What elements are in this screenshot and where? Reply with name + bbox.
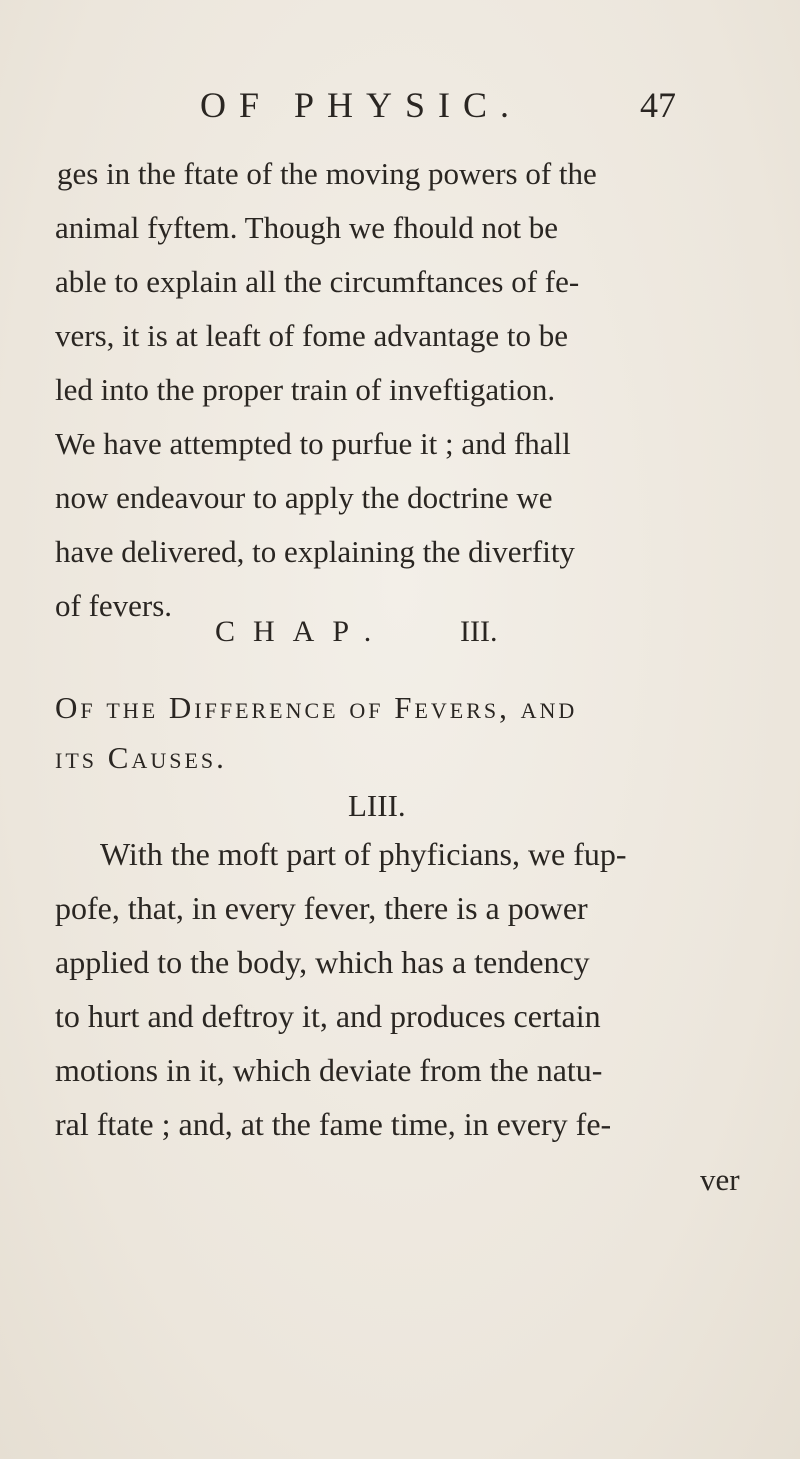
running-title: OF PHYSIC.	[200, 85, 523, 125]
section-number: LIII.	[348, 788, 406, 823]
text-line: led into the proper train of inveftigation.	[55, 372, 556, 407]
text-line: of fevers.	[55, 588, 173, 623]
chapter-number: III.	[460, 615, 498, 648]
text-line: able to explain all the circumftances of fe-	[55, 264, 580, 299]
text-line: ges in the ftate of the moving powers of the	[57, 156, 597, 191]
body-line: to hurt and deftroy it, and produces certain	[55, 998, 601, 1034]
body-line: pofe, that, in every fever, there is a power	[55, 890, 588, 926]
chapter-heading-line-2: its Causes.	[55, 740, 227, 775]
chapter-label: CHAP.	[215, 615, 390, 648]
body-line: motions in it, which deviate from the natu-	[55, 1052, 603, 1088]
chapter-heading-line-1: Of the Difference of Fevers, and	[55, 690, 578, 725]
text-line: We have attempted to purfue it ; and fhall	[55, 426, 571, 461]
text-line: now endeavour to apply the doctrine we	[55, 480, 553, 515]
text-line: have delivered, to explaining the diverfity	[55, 534, 575, 569]
body-line: applied to the body, which has a tendency	[55, 944, 590, 980]
running-head	[200, 84, 720, 124]
text-line: vers, it is at leaft of fome advantage to be	[55, 318, 569, 353]
body-line: With the moft part of phyficians, we fup-	[100, 836, 627, 872]
text-line: animal fyftem. Though we fhould not be	[55, 210, 559, 245]
catchword: ver	[700, 1162, 740, 1197]
body-line: ral ftate ; and, at the fame time, in every fe-	[55, 1106, 612, 1142]
page-number: 47	[640, 85, 676, 125]
